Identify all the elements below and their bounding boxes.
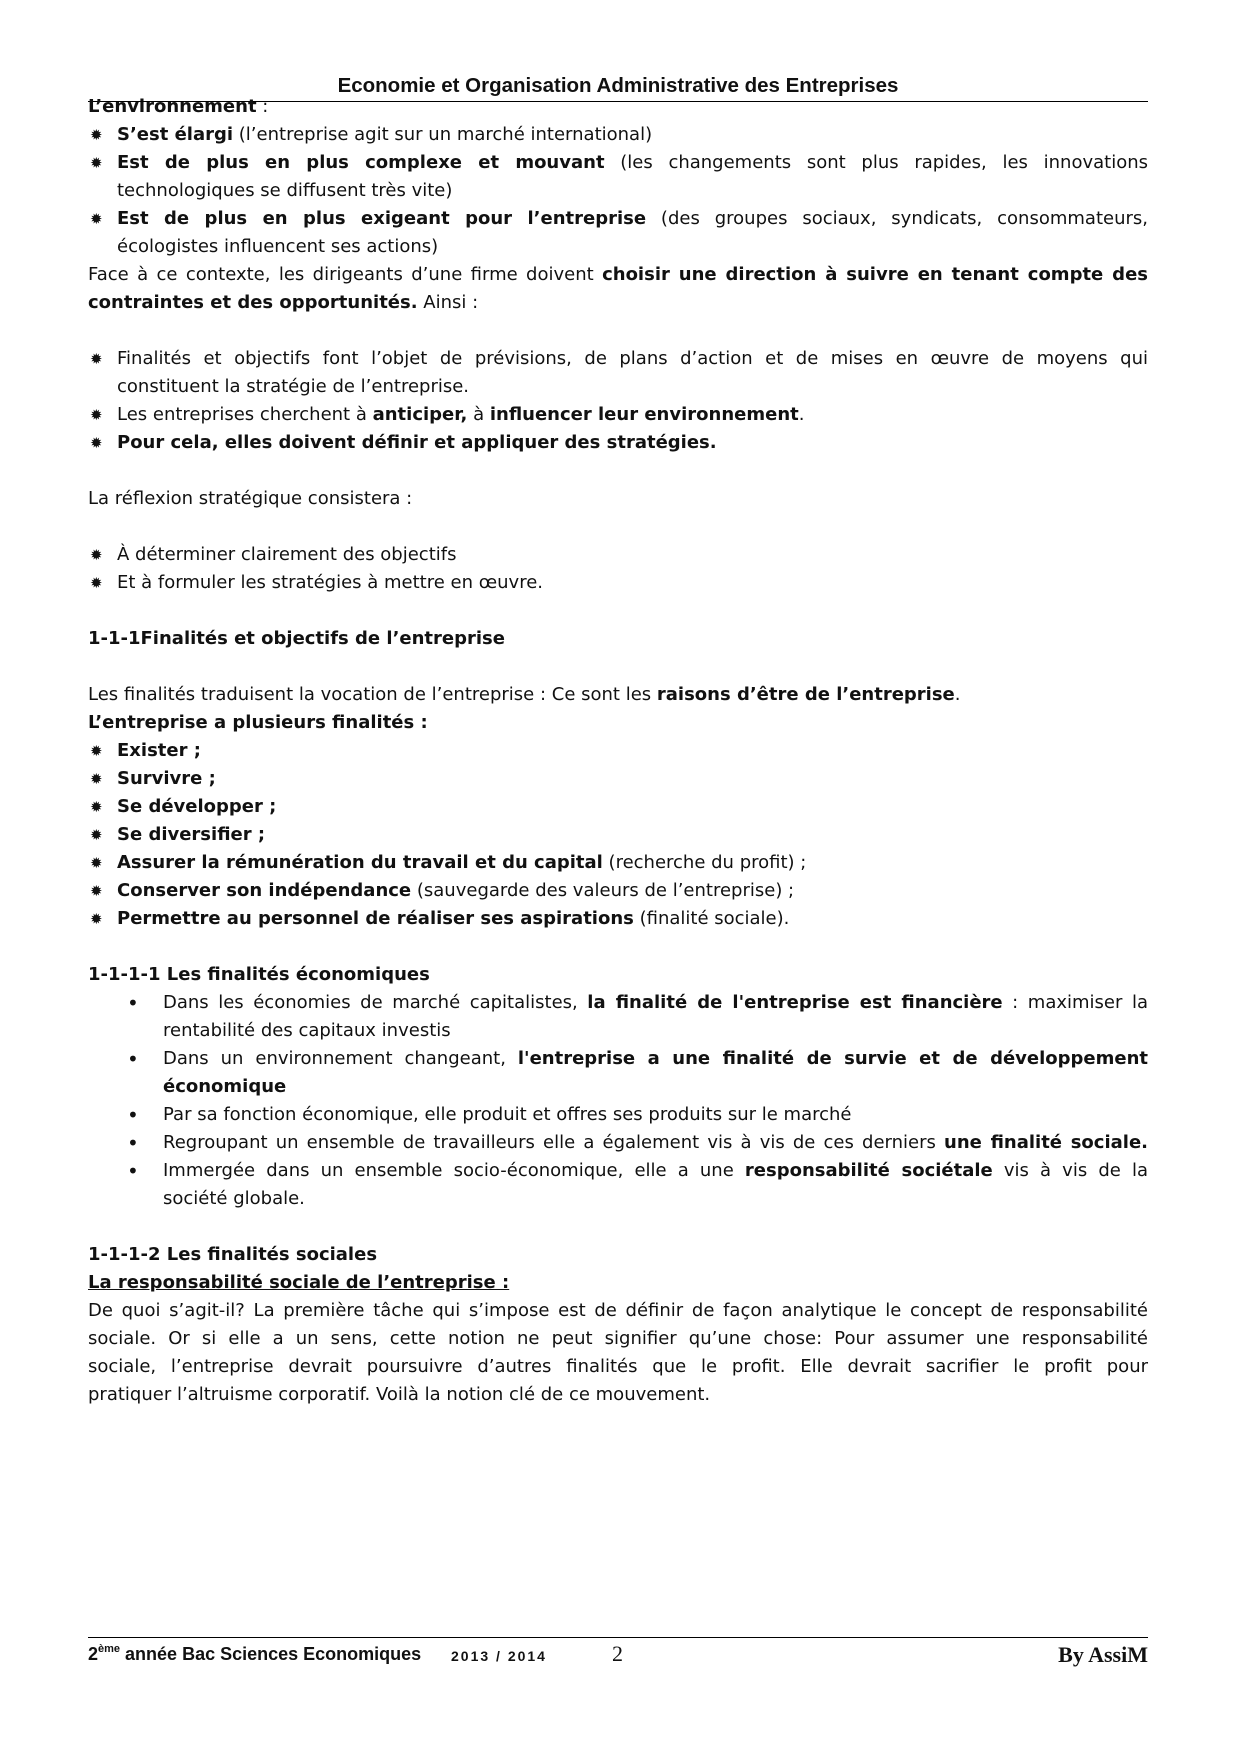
dot-bullet-icon: • xyxy=(127,991,139,1015)
environment-item-2: Est de plus en plus complexe et mouvant (les changements sont plus rapides, les innovations xyxy=(117,152,1149,173)
bullet-icon: ✹ xyxy=(90,854,103,872)
economic-item-2-cont: économique xyxy=(163,1076,287,1097)
reflexion-item-2: Et à formuler les stratégies à mettre en œuvre. xyxy=(117,572,544,593)
section-1-1-1-2-heading: 1-1-1-2 Les finalités sociales xyxy=(88,1244,378,1265)
finalite-item-4: Se diversifier ; xyxy=(117,824,266,845)
strategy-item-2: Les entreprises cherchent à anticiper, à influencer leur environnement. xyxy=(117,404,805,425)
finalites-paragraph: Les finalités traduisent la vocation de l’entreprise : Ce sont les raisons d’être de l’entreprise. xyxy=(88,684,961,705)
environment-item-2-cont: technologiques se diffusent très vite) xyxy=(117,180,453,201)
footer-divider xyxy=(88,1637,1148,1638)
economic-item-5-cont: société globale. xyxy=(163,1188,305,1209)
dot-bullet-icon: • xyxy=(127,1159,139,1183)
bullet-icon: ✹ xyxy=(90,350,103,368)
bullet-icon: ✹ xyxy=(90,826,103,844)
strategy-item-3: Pour cela, elles doivent définir et appliquer des stratégies. xyxy=(117,432,717,453)
environment-heading: L’environnement : xyxy=(88,96,269,117)
bullet-icon: ✹ xyxy=(90,406,103,424)
bullet-icon: ✹ xyxy=(90,126,103,144)
environment-item-3: Est de plus en plus exigeant pour l’entreprise (des groupes sociaux, syndicats, consommateurs, xyxy=(117,208,1148,229)
bullet-icon: ✹ xyxy=(90,770,103,788)
finalite-item-6: Conserver son indépendance (sauvegarde des valeurs de l’entreprise) ; xyxy=(117,880,795,901)
reflexion-intro: La réflexion stratégique consistera : xyxy=(88,488,413,509)
footer-level: 2ème année Bac Sciences Economiques xyxy=(88,1643,422,1664)
environment-item-1: S’est élargi (l’entreprise agit sur un marché international) xyxy=(117,124,653,145)
dot-bullet-icon: • xyxy=(127,1047,139,1071)
page-header-title: Economie et Organisation Administrative des Entreprises xyxy=(337,74,899,97)
bullet-icon: ✹ xyxy=(90,546,103,564)
bullet-icon: ✹ xyxy=(90,742,103,760)
bullet-icon: ✹ xyxy=(90,434,103,452)
rse-paragraph-line-3: sociale, l’entreprise devrait poursuivre d’autres finalités que le profit. Elle devrait sacrifier le profit pour xyxy=(88,1356,1148,1377)
dot-bullet-icon: • xyxy=(127,1131,139,1155)
rse-subheading: La responsabilité sociale de l’entreprise : xyxy=(88,1272,510,1293)
economic-item-1: Dans les économies de marché capitalistes, la finalité de l'entreprise est financière : maximiser la xyxy=(163,992,1148,1013)
strategy-item-1: Finalités et objectifs font l’objet de prévisions, de plans d’action et de mises en œuvre de moyens qui xyxy=(117,348,1148,369)
reflexion-item-1: À déterminer clairement des objectifs xyxy=(117,544,457,565)
bullet-icon: ✹ xyxy=(90,798,103,816)
page-number: 2 xyxy=(612,1641,623,1666)
footer-author: By AssiM xyxy=(1058,1642,1148,1667)
environment-item-3-cont: écologistes influencent ses actions) xyxy=(117,236,439,257)
dot-bullet-icon: • xyxy=(127,1103,139,1127)
context-paragraph: Face à ce contexte, les dirigeants d’une firme doivent choisir une direction à suivre en tenant compte des xyxy=(88,264,1148,285)
economic-item-1-cont: rentabilité des capitaux investis xyxy=(163,1020,451,1041)
rse-paragraph-line-1: De quoi s’agit-il? La première tâche qui s’impose est de définir de façon analytique le concept de responsabilité xyxy=(88,1300,1148,1321)
bullet-icon: ✹ xyxy=(90,154,103,172)
economic-item-3: Par sa fonction économique, elle produit et offres ses produits sur le marché xyxy=(163,1104,852,1125)
bullet-icon: ✹ xyxy=(90,574,103,592)
bullet-icon: ✹ xyxy=(90,882,103,900)
finalite-item-7: Permettre au personnel de réaliser ses aspirations (finalité sociale). xyxy=(117,908,790,929)
section-1-1-1-1-heading: 1-1-1-1 Les finalités économiques xyxy=(88,964,430,985)
rse-paragraph-line-4: pratiquer l’altruisme corporatif. Voilà la notion clé de ce mouvement. xyxy=(88,1384,711,1405)
economic-item-5: Immergée dans un ensemble socio-économique, elle a une responsabilité sociétale vis à vis de la xyxy=(163,1160,1148,1181)
section-1-1-1-heading: 1-1-1Finalités et objectifs de l’entreprise xyxy=(88,628,505,649)
finalite-item-2: Survivre ; xyxy=(117,768,216,789)
bullet-icon: ✹ xyxy=(90,210,103,228)
finalite-item-5: Assurer la rémunération du travail et du capital (recherche du profit) ; xyxy=(117,852,807,873)
economic-item-4: Regroupant un ensemble de travailleurs elle a également vis à vis de ces derniers une finalité sociale. xyxy=(163,1132,1148,1153)
rse-paragraph-line-2: sociale. Or si elle a un sens, cette notion ne peut signifier qu’une chose: Pour assumer une responsabilité xyxy=(88,1328,1148,1349)
economic-item-2: Dans un environnement changeant, l'entreprise a une finalité de survie et de développement xyxy=(163,1048,1148,1069)
finalite-item-3: Se développer ; xyxy=(117,796,277,817)
footer-year: 2013 / 2014 xyxy=(451,1648,547,1664)
finalites-list-heading: L’entreprise a plusieurs finalités : xyxy=(88,712,428,733)
bullet-icon: ✹ xyxy=(90,910,103,928)
context-paragraph-cont: contraintes et des opportunités. Ainsi : xyxy=(88,292,479,313)
finalite-item-1: Exister ; xyxy=(117,740,201,761)
strategy-item-1-cont: constituent la stratégie de l’entreprise. xyxy=(117,376,470,397)
